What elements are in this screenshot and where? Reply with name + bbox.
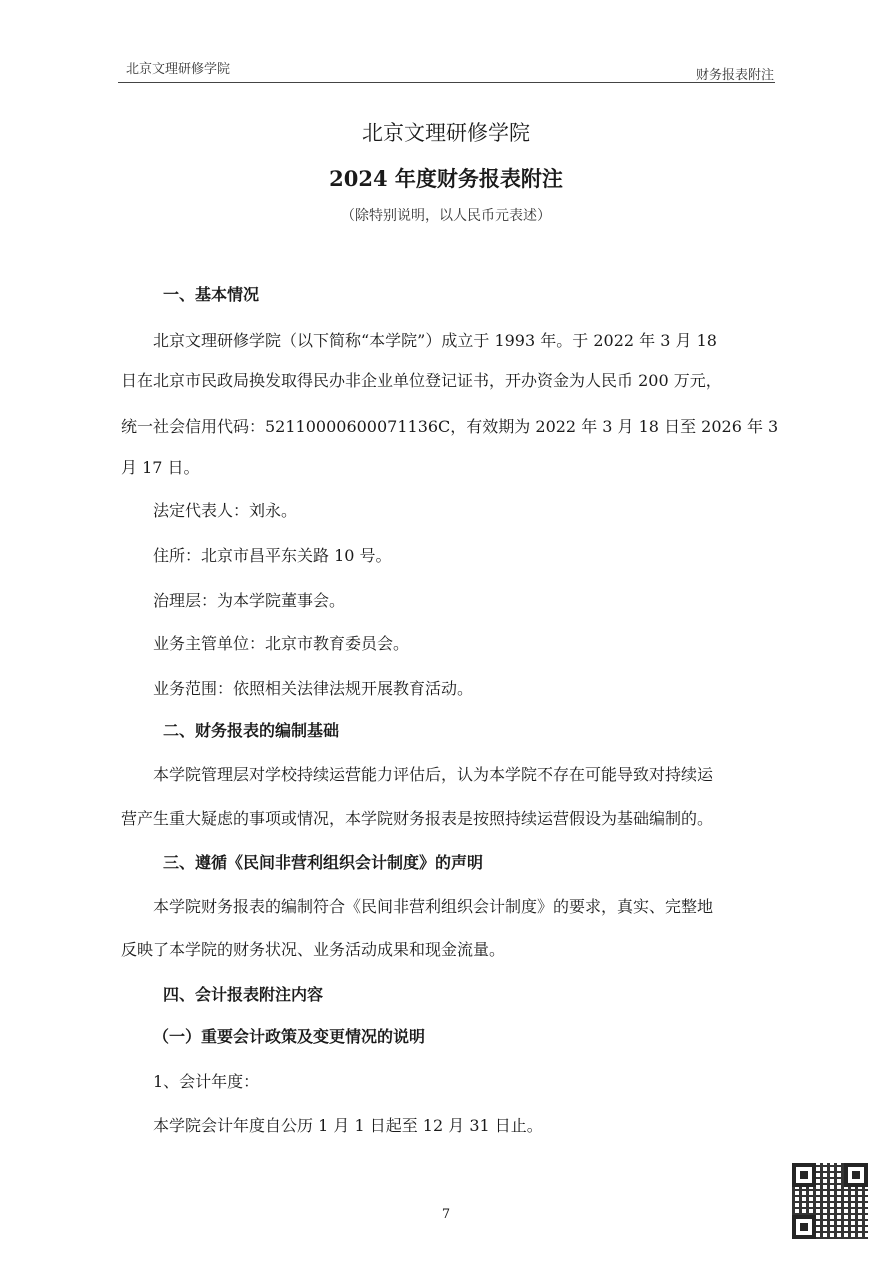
- business-scope: 业务范围：依照相关法律法规开展教育活动。: [153, 679, 474, 698]
- address: 住所：北京市昌平东关路 10 号。: [153, 546, 392, 565]
- paragraph-line: 月 17 日。: [121, 458, 200, 477]
- paragraph-line: 本学院管理层对学校持续运营能力评估后，认为本学院不存在可能导致对持续运: [153, 765, 714, 784]
- qr-code-icon: [792, 1163, 868, 1239]
- header-institution-name: 北京文理研修学院: [126, 62, 231, 77]
- currency-note: （除特别说明，以人民币元表述）: [341, 208, 551, 224]
- paragraph-line: 反映了本学院的财务状况、业务活动成果和现金流量。: [121, 940, 506, 959]
- legal-representative: 法定代表人：刘永。: [153, 501, 298, 520]
- paragraph-line: 日在北京市民政局换发取得民办非企业单位登记证书，开办资金为人民币 200 万元，: [121, 371, 722, 390]
- page-number: 7: [441, 1207, 451, 1222]
- header-document-title: 财务报表附注: [695, 68, 774, 83]
- subsection-heading-policies: （一）重要会计政策及变更情况的说明: [153, 1027, 426, 1046]
- document-title-institution: 北京文理研修学院: [362, 121, 530, 145]
- document-title: 2024 年度财务报表附注: [329, 166, 563, 191]
- section-heading-basis: 二、财务报表的编制基础: [163, 721, 340, 740]
- paragraph-line: 营产生重大疑虑的事项或情况，本学院财务报表是按照持续运营假设为基础编制的。: [121, 809, 714, 828]
- paragraph-line: 北京文理研修学院（以下简称“本学院”）成立于 1993 年。于 2022 年 3 月 18: [153, 331, 717, 350]
- section-heading-compliance: 三、遵循《民间非营利组织会计制度》的声明: [163, 853, 484, 872]
- supervising-unit: 业务主管单位：北京市教育委员会。: [153, 634, 410, 653]
- item-heading-fiscal-year: 1、会计年度：: [153, 1072, 260, 1091]
- governance: 治理层：为本学院董事会。: [153, 591, 346, 610]
- paragraph-line: 本学院会计年度自公历 1 月 1 日起至 12 月 31 日止。: [153, 1116, 543, 1135]
- section-heading-notes: 四、会计报表附注内容: [163, 985, 324, 1004]
- section-heading-basic-info: 一、基本情况: [163, 285, 260, 304]
- paragraph-line: 本学院财务报表的编制符合《民间非营利组织会计制度》的要求，真实、完整地: [153, 897, 714, 916]
- header-divider: [118, 82, 775, 83]
- paragraph-line: 统一社会信用代码：52110000600071136C，有效期为 2022 年 3 月 18 日至 2026 年 3: [121, 417, 779, 436]
